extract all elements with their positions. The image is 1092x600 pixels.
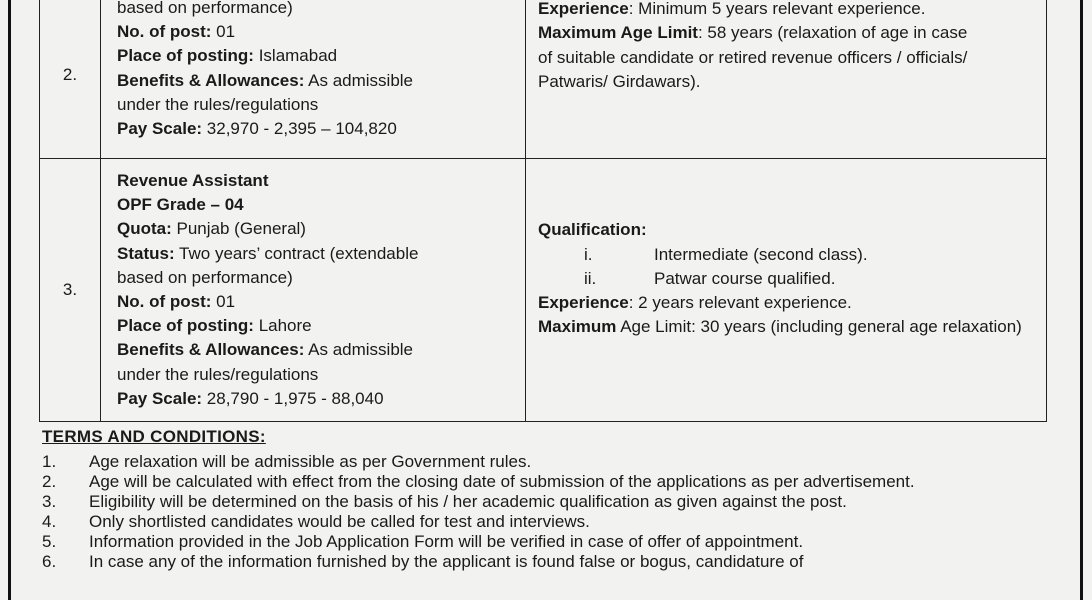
req-label: Maximum Age Limit xyxy=(538,23,698,43)
experience-text: : 2 years relevant experience. xyxy=(628,293,852,313)
qualification-item: ii. Patwar course qualified. xyxy=(584,268,836,288)
age-label: Maximum xyxy=(538,317,617,337)
page-border-left xyxy=(8,0,11,600)
age-text: Age Limit: 30 years (including general age relaxation) xyxy=(616,317,1022,337)
qualification-item: i. Intermediate (second class). xyxy=(584,244,868,264)
list-item: 1. Age relaxation will be admissible as per Government rules. xyxy=(42,452,532,471)
terms-list xyxy=(42,452,1057,572)
table-row xyxy=(40,0,1047,159)
req-text: Patwaris/ Girdawars). xyxy=(538,71,701,91)
desc-label: Pay Scale: xyxy=(117,118,203,138)
desc-label: Pay Scale: xyxy=(117,388,203,408)
list-item: 4. Only shortlisted candidates would be called for test and interviews. xyxy=(42,512,590,531)
desc-text: based on performance) xyxy=(117,267,293,287)
serial-number: 3. xyxy=(40,159,101,422)
list-item: 2. Age will be calculated with effect from the closing date of submission of the applications as per advertisement. xyxy=(42,472,915,491)
desc-label: Benefits & Allowances: xyxy=(117,340,305,360)
experience-label: Experience xyxy=(538,293,629,313)
serial-number: 2. xyxy=(40,0,101,159)
req-text: of suitable candidate or retired revenue officers / officials/ xyxy=(538,47,968,67)
page-border-right xyxy=(1080,0,1083,600)
desc-text: based on performance) xyxy=(117,0,293,17)
desc-label: No. of post: xyxy=(117,22,212,42)
list-item: 6. In case any of the information furnished by the applicant is found false or bogus, candidature of xyxy=(42,552,804,571)
list-item: 5. Information provided in the Job Application Form will be verified in case of offer of appointment. xyxy=(42,532,804,551)
qualification-label: Qualification: xyxy=(538,220,647,240)
desc-label: Place of posting: xyxy=(117,46,254,66)
desc-label: No. of post: xyxy=(117,292,212,311)
terms-heading: TERMS AND CONDITIONS: xyxy=(42,427,266,446)
desc-label: Place of posting: xyxy=(117,316,254,336)
desc-text: under the rules/regulations xyxy=(117,364,319,384)
posts-table xyxy=(39,0,1047,422)
post-description: Revenue Assistant OPF Grade – 04 Quota: Punjab (General) Status: Two years’ contract (extendable based on performance) No. of post: 01 Place of posting: Lahore Benefits & Allowances: As admissible under the rules/regulations Pay Scale: 28,790 - 1,975 - 88,040 xyxy=(101,159,526,422)
desc-label: Status: xyxy=(117,243,175,263)
post-description: based on performance) No. of post: 01 Place of posting: Islamabad Benefits & Allowances: As admissible under the rules/regulations Pay Scale: 32,970 - 2,395 – 104,820 xyxy=(101,0,526,159)
post-requirements xyxy=(526,159,1047,422)
table-row xyxy=(40,159,1047,422)
desc-label: Benefits & Allowances: xyxy=(117,70,305,90)
list-item: 3. Eligibility will be determined on the basis of his / her academic qualification as given against the post. xyxy=(42,492,847,511)
desc-text: under the rules/regulations xyxy=(117,94,319,114)
desc-label: Quota: xyxy=(117,219,172,239)
post-title: Revenue Assistant xyxy=(117,170,269,190)
post-grade: OPF Grade – 04 xyxy=(117,195,244,215)
req-label: Experience xyxy=(538,0,629,19)
post-requirements: Experience: Minimum 5 years relevant experience. Maximum Age Limit: 58 years (relaxation of age in case of suitable candidate or retired revenue officers / officials/ Patwaris/ Girdawars). xyxy=(526,0,1047,159)
